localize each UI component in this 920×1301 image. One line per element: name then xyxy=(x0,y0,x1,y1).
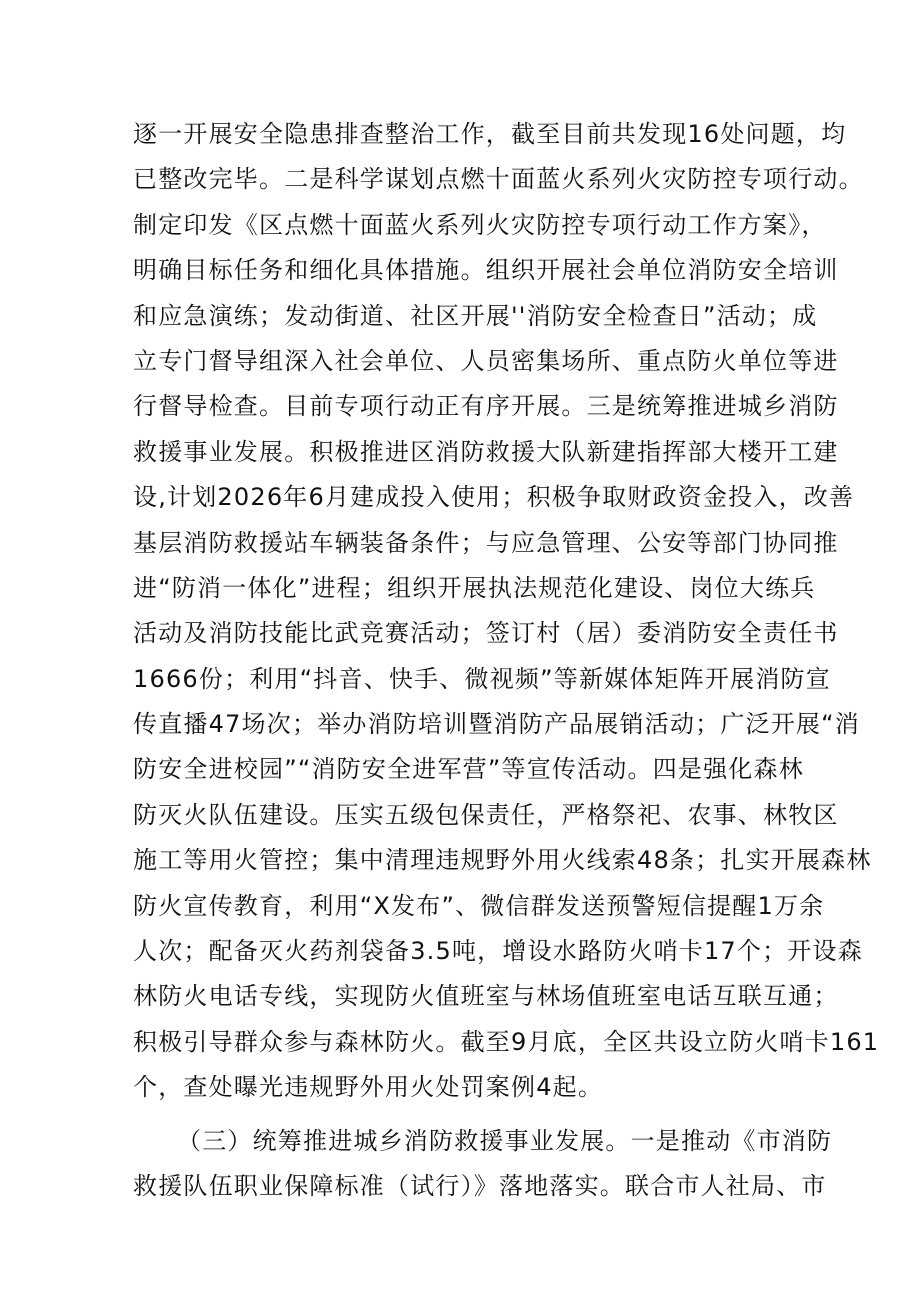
text-line: 传直播47场次；举办消防培训暨消防产品展销活动；广泛开展“消 xyxy=(133,710,860,739)
paragraph-2 xyxy=(133,1119,833,1210)
text-line: 基层消防救援站车辆装备条件；与应急管理、公安等部门协同推 xyxy=(133,528,839,557)
text-line: 设,计划2026年6月建成投入使用；积极争取财政资金投入，改善 xyxy=(133,483,855,512)
text-line: 明确目标任务和细化具体措施。组织开展社会单位消防安全培训 xyxy=(133,256,839,285)
text-line: 防安全进校园”“消防安全进军营”等宣传活动。四是强化森林 xyxy=(133,755,804,784)
text-line: 制定印发《区点燃十面蓝火系列火灾防控专项行动工作方案》， xyxy=(133,210,827,239)
text-line: 救援队伍职业保障标准（试行）》落地落实。联合市人社局、市 xyxy=(133,1171,827,1200)
text-line: 林防火电话专线，实现防火值班室与林场值班室电话互联互通； xyxy=(133,982,839,1011)
text-line: 活动及消防技能比武竞赛活动；签订村（居）委消防安全责任书 xyxy=(133,619,839,648)
text-line: 立专门督导组深入社会单位、人员密集场所、重点防火单位等进 xyxy=(133,346,839,375)
text-line: 积极引导群众参与森林防火。截至9月底，全区共设立防火哨卡161 xyxy=(133,1027,880,1056)
text-line: 1666份；利用“抖音、快手、微视频”等新媒体矩阵开展消防宣 xyxy=(133,664,831,693)
document-body xyxy=(133,112,880,1209)
paragraph-spacer xyxy=(133,1111,793,1119)
text-line: 救援事业发展。积极推进区消防救援大队新建指挥部大楼开工建 xyxy=(133,437,839,466)
text-line: 行督导检查。目前专项行动正有序开展。三是统筹推进城乡消防 xyxy=(133,392,839,421)
text-line: 防灭火队伍建设。压实五级包保责任，严格祭祀、农事、林牧区 xyxy=(133,800,839,829)
text-line: 和应急演练；发动街道、社区开展''消防安全检查日”活动；成 xyxy=(133,301,818,330)
paragraph-1 xyxy=(133,112,880,1111)
text-line: 已整改完毕。二是科学谋划点燃十面蓝火系列火灾防控专项行动。 xyxy=(133,165,864,194)
text-line: 施工等用火管控；集中清理违规野外用火线索48条；扎实开展森林 xyxy=(133,846,872,875)
text-line: 防火宣传教育，利用“X发布”、微信群发送预警短信提醒1万余 xyxy=(133,891,825,920)
text-line: （三）统筹推进城乡消防救援事业发展。一是推动《市消防 xyxy=(177,1126,833,1155)
text-line: 进“防消一体化”进程；组织开展执法规范化建设、岗位大练兵 xyxy=(133,573,816,602)
text-line: 个，查处曝光违规野外用火处罚案例4起。 xyxy=(133,1073,604,1102)
text-line: 逐一开展安全隐患排查整治工作，截至目前共发现16处问题，均 xyxy=(133,120,847,148)
text-line: 人次；配备灭火药剂袋备3.5吨，增设水路防火哨卡17个；开设森 xyxy=(133,937,863,966)
